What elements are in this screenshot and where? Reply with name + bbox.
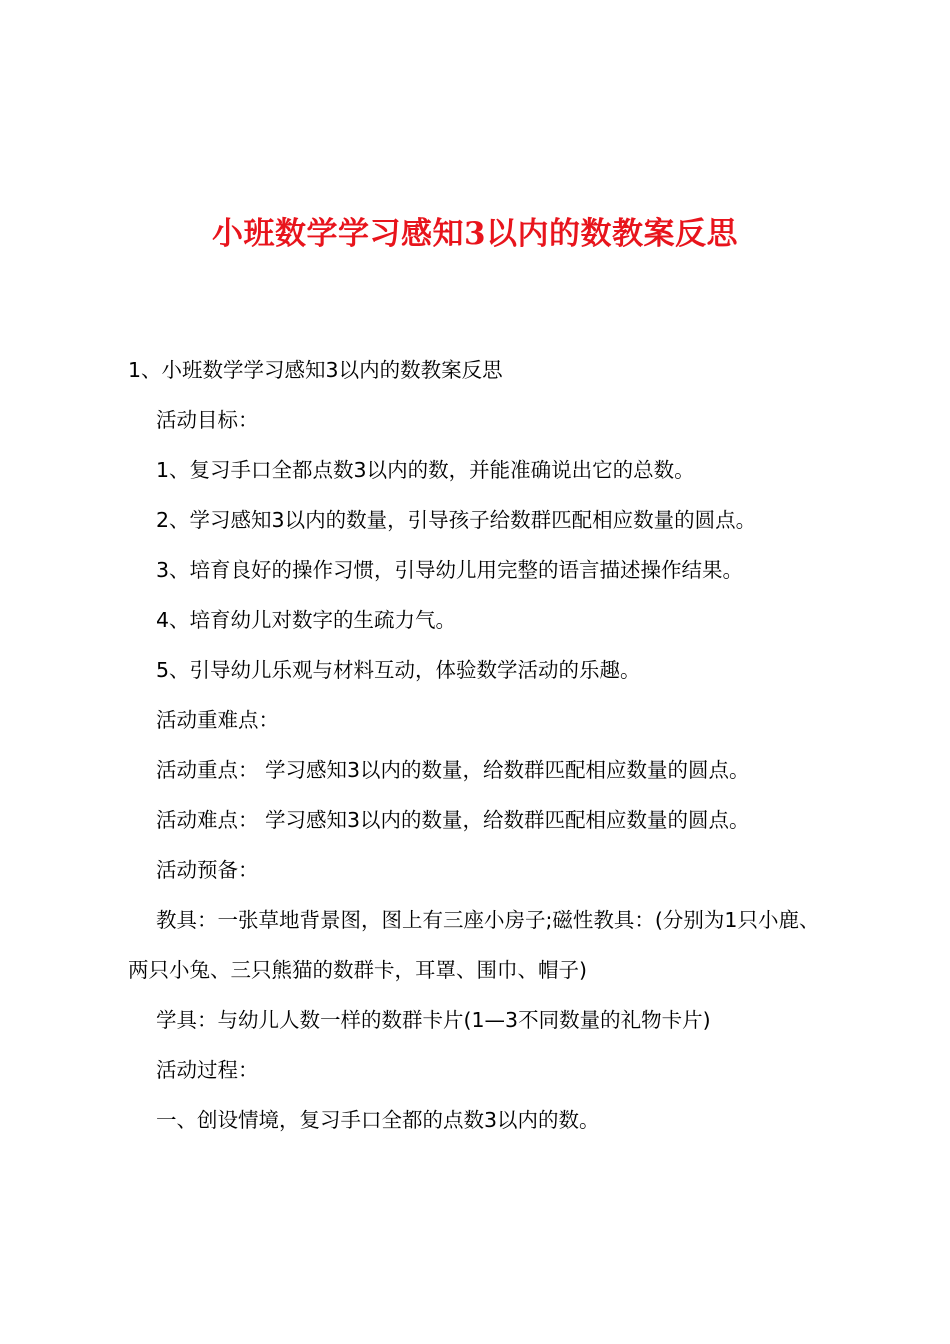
document-body [128,345,838,1145]
paragraph-activity-goals-label: 活动目标： [156,408,259,432]
paragraph-key-point: 活动重点： 学习感知3以内的数量，给数群匹配相应数量的圆点。 [156,758,750,782]
paragraph-goal-4: 4、培育幼儿对数字的生疏力气。 [156,608,457,632]
paragraph-goal-3: 3、培育良好的操作习惯，引导幼儿用完整的语言描述操作结果。 [156,558,744,582]
document-title: 小班数学学习感知3以内的数教案反思 [211,216,739,252]
paragraph-difficult-point: 活动难点： 学习感知3以内的数量，给数群匹配相应数量的圆点。 [156,808,750,832]
paragraph-preparation-label: 活动预备： [156,858,259,882]
paragraph-process-step-1: 一、创设情境，复习手口全都的点数3以内的数。 [156,1108,600,1132]
paragraph-goal-2: 2、学习感知3以内的数量，引导孩子给数群匹配相应数量的圆点。 [156,508,757,532]
paragraph-process-label: 活动过程： [156,1058,259,1082]
paragraph-teaching-aids: 教具：一张草地背景图，图上有三座小房子;磁性教具：(分别为1只小鹿、两只小兔、三只熊猫的数群卡，耳罩、围巾、帽子) [128,908,820,982]
paragraph-goal-1: 1、复习手口全都点数3以内的数，并能准确说出它的总数。 [156,458,695,482]
paragraph-learning-aids: 学具：与幼儿人数一样的数群卡片(1—3不同数量的礼物卡片) [156,1008,711,1032]
paragraph-goal-5: 5、引导幼儿乐观与材料互动，体验数学活动的乐趣。 [156,658,641,682]
paragraph-key-difficult-label: 活动重难点： [156,708,279,732]
paragraph-heading: 1、小班数学学习感知3以内的数教案反思 [128,358,503,382]
